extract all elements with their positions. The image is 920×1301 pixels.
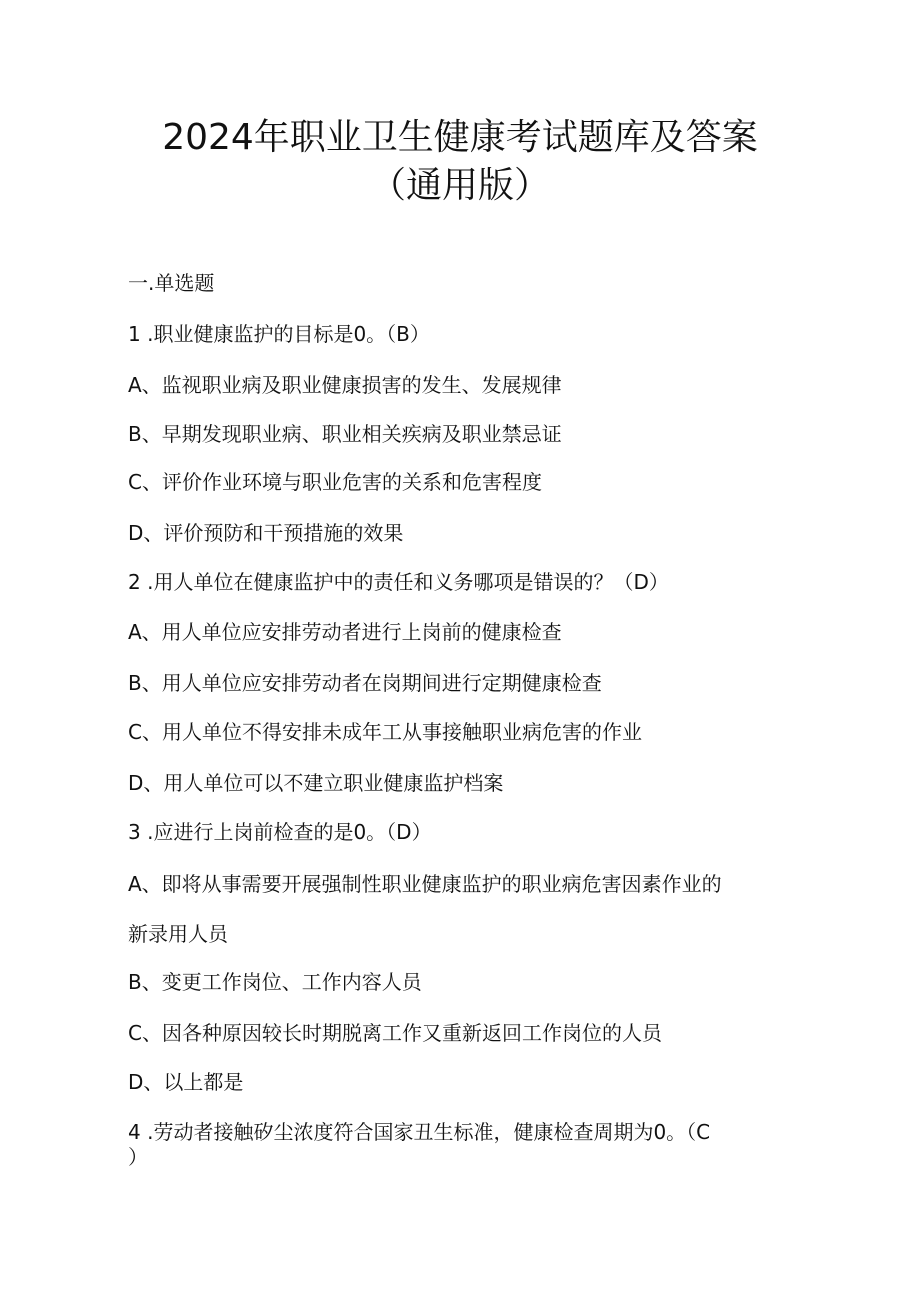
question-3-option-c: C、因各种原因较长时期脱离工作又重新返回工作岗位的人员 bbox=[128, 1021, 662, 1045]
question-3-option-a-continued: 新录用人员 bbox=[128, 922, 228, 946]
question-3-option-b: B、变更工作岗位、工作内容人员 bbox=[128, 970, 422, 994]
question-1-option-c: C、评价作业环境与职业危害的关系和危害程度 bbox=[128, 470, 542, 494]
question-2-option-a: A、用人单位应安排劳动者进行上岗前的健康检查 bbox=[128, 620, 562, 644]
question-1-option-d: D、评价预防和干预措施的效果 bbox=[128, 521, 404, 545]
question-4-stem: 4 .劳动者接触矽尘浓度符合国家丑生标准，健康检查周期为0。（C bbox=[128, 1120, 711, 1144]
question-3-stem: 3 .应进行上岗前检查的是0。（D） bbox=[128, 820, 432, 844]
document-title-line-1: 2024年职业卫生健康考试题库及答案 bbox=[162, 117, 758, 158]
question-3-option-d: D、以上都是 bbox=[128, 1070, 244, 1094]
document-title-line-2: （通用版） bbox=[369, 165, 550, 206]
question-1-option-a: A、监视职业病及职业健康损害的发生、发展规律 bbox=[128, 373, 562, 397]
question-2-stem: 2 .用人单位在健康监护中的责任和义务哪项是错误的？（D） bbox=[128, 570, 669, 594]
question-2-option-b: B、用人单位应安排劳动者在岗期间进行定期健康检查 bbox=[128, 671, 602, 695]
question-1-stem: 1 .职业健康监护的目标是0。（B） bbox=[128, 322, 430, 346]
question-4-stem-continued: ） bbox=[128, 1145, 148, 1169]
question-3-option-a: A、即将从事需要开展强制性职业健康监护的职业病危害因素作业的 bbox=[128, 872, 722, 896]
question-1-option-b: B、早期发现职业病、职业相关疾病及职业禁忌证 bbox=[128, 422, 562, 446]
section-heading: 一.单选题 bbox=[128, 271, 215, 295]
question-2-option-d: D、用人单位可以不建立职业健康监护档案 bbox=[128, 771, 504, 795]
question-2-option-c: C、用人单位不得安排未成年工从事接触职业病危害的作业 bbox=[128, 720, 642, 744]
